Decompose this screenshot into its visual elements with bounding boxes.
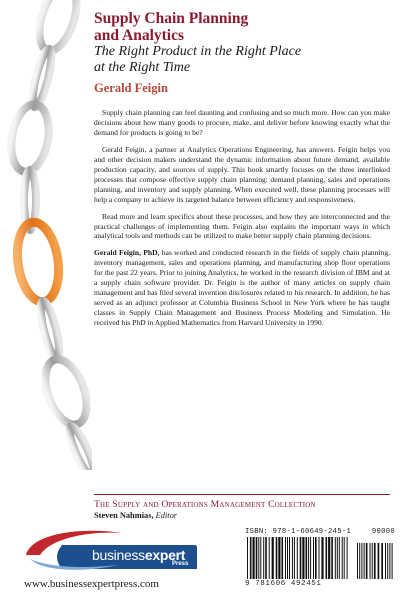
barcode-bar: [306, 537, 308, 579]
barcode-bar: [272, 537, 274, 579]
barcode-addon-bar: [366, 543, 368, 579]
logo-word-2: expert: [144, 547, 186, 563]
barcode-bar: [289, 537, 290, 579]
book-subtitle-line-1: The Right Product in the Right Place: [94, 44, 302, 59]
barcode-bar: [337, 537, 338, 579]
description-paragraph-2: Gerald Feigin, a partner at Analytics Operations Engineering, has answers. Feigin helps you and other decision makers understand the dynamic information about future demand, available production capacity, and sources of supply. This book smartly focuses on the three interlinked processes that compose effective supply chain planning: demand planning, sales and operations planning, and inventory and supply planning. When executed well, these planning processes will help a company to achieve its targeted balance between efficiency and responsiveness.: [94, 144, 390, 204]
logo-word-1: business: [92, 547, 145, 563]
barcode-bar: [344, 537, 345, 579]
barcode-bar: [287, 537, 288, 579]
book-title: [94, 10, 394, 44]
barcode-addon-bar: [372, 543, 373, 579]
barcode-addon-bar: [374, 543, 376, 579]
isbn-line: [245, 528, 395, 536]
barcode-bar: [253, 537, 255, 579]
barcode-bar: [269, 537, 270, 579]
barcode-bar: [297, 537, 298, 579]
editor-role: Editor: [155, 511, 178, 520]
barcode-bar: [335, 537, 336, 579]
barcode-bar: [342, 537, 343, 579]
barcode-addon-bar: [364, 543, 365, 579]
barcode-bar: [319, 537, 320, 579]
collection-title: The Supply and Operations Management Collection: [94, 499, 316, 510]
barcode-bar: [331, 537, 333, 579]
barcode-number: 9 781606 492451: [245, 580, 322, 588]
description-paragraph-1: Supply chain planning can feel daunting and confusing and so much more. How can you make decisions about how many goods to procure, make, and deliver before knowing exactly what the demand for products is going to be?: [94, 108, 390, 137]
isbn-barcode: [245, 528, 395, 590]
barcode-bar: [326, 537, 328, 579]
barcode-bar: [263, 537, 264, 579]
barcode-addon-bar: [378, 543, 380, 579]
barcode-bar: [339, 537, 340, 579]
barcode-addon-bar: [359, 543, 360, 579]
barcode-bar: [347, 537, 348, 579]
chain-illustration: [0, 0, 92, 470]
barcode-bar: [247, 537, 248, 579]
barcode-addon-bar: [381, 543, 383, 579]
author-bio: [94, 248, 390, 328]
barcode-addon-bar: [370, 543, 371, 579]
book-title-line-1: Supply Chain Planning: [94, 10, 249, 27]
isbn-label: ISBN: 978-1-60649-245-1: [245, 528, 352, 536]
barcode-bar: [250, 537, 252, 579]
barcode-bar: [310, 537, 311, 579]
barcode-bar: [313, 537, 314, 579]
author-bio-name: Gerald Feigin, PhD,: [94, 248, 160, 258]
barcode-bar: [278, 537, 280, 579]
barcode-bar: [315, 537, 317, 579]
back-cover-description: [94, 108, 390, 335]
barcode-bars: [245, 537, 395, 579]
barcode-bar: [300, 537, 302, 579]
collection-block: [94, 494, 390, 520]
barcode-bar: [260, 537, 261, 579]
barcode-bar: [328, 537, 330, 579]
book-title-line-2: and Analytics: [94, 27, 185, 44]
barcode-bar: [302, 537, 304, 579]
barcode-addon-bar: [392, 543, 393, 579]
barcode-bar: [258, 537, 259, 579]
publisher-logo: [22, 525, 197, 573]
barcode-addon-bar: [389, 543, 390, 579]
logo-press-label: Press: [172, 561, 189, 567]
book-author: Gerald Feigin: [94, 81, 168, 95]
description-paragraph-3: Read more and learn specifics about these processes, and how they are interconnected and the practical challenges of implementing them. Feigin also explains the important ways in which analytical tools and methods can be utilized to make better supply chain planning decisions.: [94, 211, 390, 241]
price-code: 90000: [371, 528, 395, 536]
publisher-website: www.businessexpertpress.com: [24, 578, 159, 590]
barcode-bar: [265, 537, 267, 579]
barcode-bar: [308, 537, 309, 579]
editor-name: Steven Nahmias,: [94, 511, 154, 520]
title-block: [94, 10, 394, 96]
barcode-addon-bar: [387, 543, 388, 579]
barcode-bar: [256, 537, 258, 579]
barcode-bar: [294, 537, 295, 579]
barcode-bar: [292, 537, 293, 579]
barcode-bar: [285, 537, 286, 579]
barcode-bar: [276, 537, 278, 579]
collection-editor: [94, 511, 390, 520]
barcode-addon-bar: [357, 543, 358, 579]
book-subtitle-line-2: at the Right Time: [94, 60, 191, 75]
barcode-bar: [282, 537, 284, 579]
barcode-addon-bar: [361, 543, 362, 579]
barcode-bar: [321, 537, 323, 579]
author-bio-text: has worked and conducted research in the fields of supply chain planning, inventory management, sales and operations planning, and manufacturing shop floor operations for the past 22 years. Prior to joining Analytics, he worked in the research division of IBM and at a supply chain software provider. Dr. Feigin is the author of many articles on supply chain management and has filed several invention disclosures related to his research. In addition, he has served as an adjunct professor at Columbia Business School in New York where he has taught classes in Supply Chain Management and Business Process Modeling and Simulation. He received his PhD in Applied Mathematics from Harvard University in 1990.: [94, 248, 390, 328]
book-subtitle: [94, 44, 394, 76]
barcode-addon-bar: [385, 543, 386, 579]
